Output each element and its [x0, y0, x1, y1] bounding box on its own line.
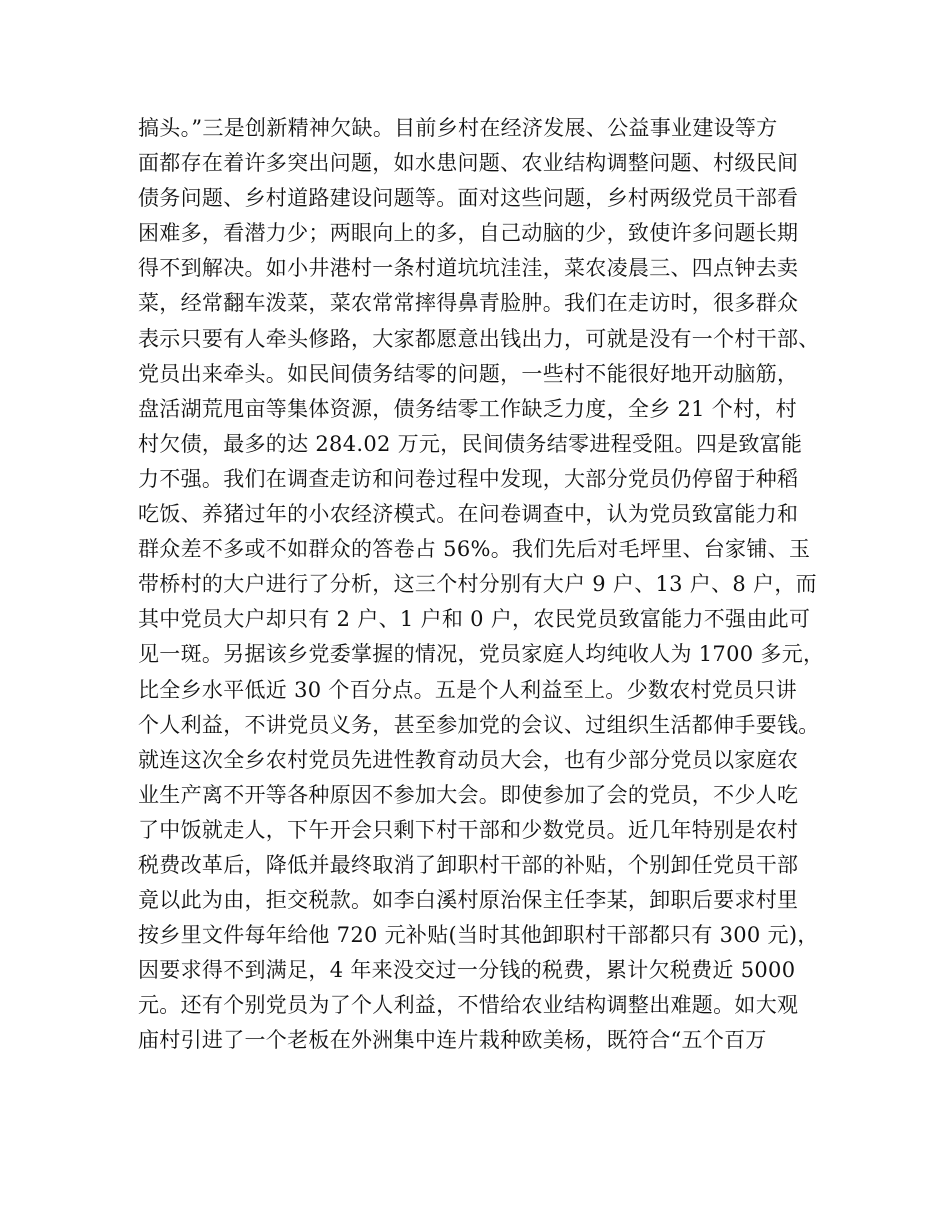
text-line: 菜，经常翻车泼菜，菜农常常摔得鼻青脸肿。我们在走访时，很多群众 [138, 291, 799, 316]
text-line: 了中饭就走人，下午开会只剩下村干部和少数党员。近几年特别是农村 [138, 817, 799, 842]
text-line: 盘活湖荒甩亩等集体资源，债务结零工作缺乏力度，全乡 21 个村，村 [138, 396, 797, 421]
text-line: 个人利益，不讲党员义务，甚至参加党的会议、过组织生活都伸手要钱。 [138, 712, 820, 737]
text-line: 面都存在着许多突出问题，如水患问题、农业结构调整问题、村级民间 [138, 151, 799, 176]
text-line: 搞头。”三是创新精神欠缺。目前乡村在经济发展、公益事业建设等方 [138, 116, 778, 140]
body-text [138, 111, 828, 1059]
text-line: 得不到解决。如小井港村一条村道坑坑洼洼，菜农凌晨三、四点钟去卖 [138, 256, 799, 281]
text-line: 表示只要有人牵头修路，大家都愿意出钱出力，可就是没有一个村干部、 [138, 326, 820, 351]
text-line: 庙村引进了一个老板在外洲集中连片栽种欧美杨，既符合“五个百万 [138, 1028, 767, 1053]
text-line: 其中党员大户却只有 2 户、1 户和 0 户，农民党员致富能力不强由此可 [138, 607, 811, 632]
text-line: 吃饭、养猪过年的小农经济模式。在问卷调查中，认为党员致富能力和 [138, 502, 799, 527]
text-line: 困难多，看潜力少；两眼向上的多，自己动脑的少，致使许多问题长期 [138, 221, 799, 246]
text-line: 竟以此为由，拒交税款。如李白溪村原治保主任李某，卸职后要求村里 [138, 888, 799, 913]
text-line: 按乡里文件每年给他 720 元补贴(当时其他卸职村干部都只有 300 元)， [138, 923, 819, 948]
text-line: 村欠债，最多的达 284.02 万元，民间债务结零进程受阻。四是致富能 [138, 431, 803, 456]
text-line: 力不强。我们在调查走访和问卷过程中发现，大部分党员仍停留于种稻 [138, 466, 799, 491]
text-line: 带桥村的大户进行了分析，这三个村分别有大户 9 户、13 户、8 户，而 [138, 572, 817, 597]
text-line: 因要求得不到满足，4 年来没交过一分钱的税费，累计欠税费近 5000 [138, 958, 796, 983]
text-line: 就连这次全乡农村党员先进性教育动员大会，也有少部分党员以家庭农 [138, 747, 799, 772]
text-line: 党员出来牵头。如民间债务结零的问题，一些村不能很好地开动脑筋， [138, 361, 799, 386]
text-line: 见一斑。另据该乡党委掌握的情况，党员家庭人均纯收人为 1700 多元， [138, 642, 825, 667]
text-line: 税费改革后，降低并最终取消了卸职村干部的补贴，个别卸任党员干部 [138, 852, 799, 877]
text-line: 业生产离不开等各种原因不参加大会。即使参加了会的党员，不少人吃 [138, 782, 799, 807]
text-line: 群众差不多或不如群众的答卷占 56%。我们先后对毛坪里、台家铺、玉 [138, 537, 811, 562]
text-line: 比全乡水平低近 30 个百分点。五是个人利益至上。少数农村党员只讲 [138, 677, 797, 702]
text-line: 元。还有个别党员为了个人利益，不惜给农业结构调整出难题。如大观 [138, 993, 799, 1018]
text-line: 债务问题、乡村道路建设问题等。面对这些问题，乡村两级党员干部看 [138, 186, 799, 211]
